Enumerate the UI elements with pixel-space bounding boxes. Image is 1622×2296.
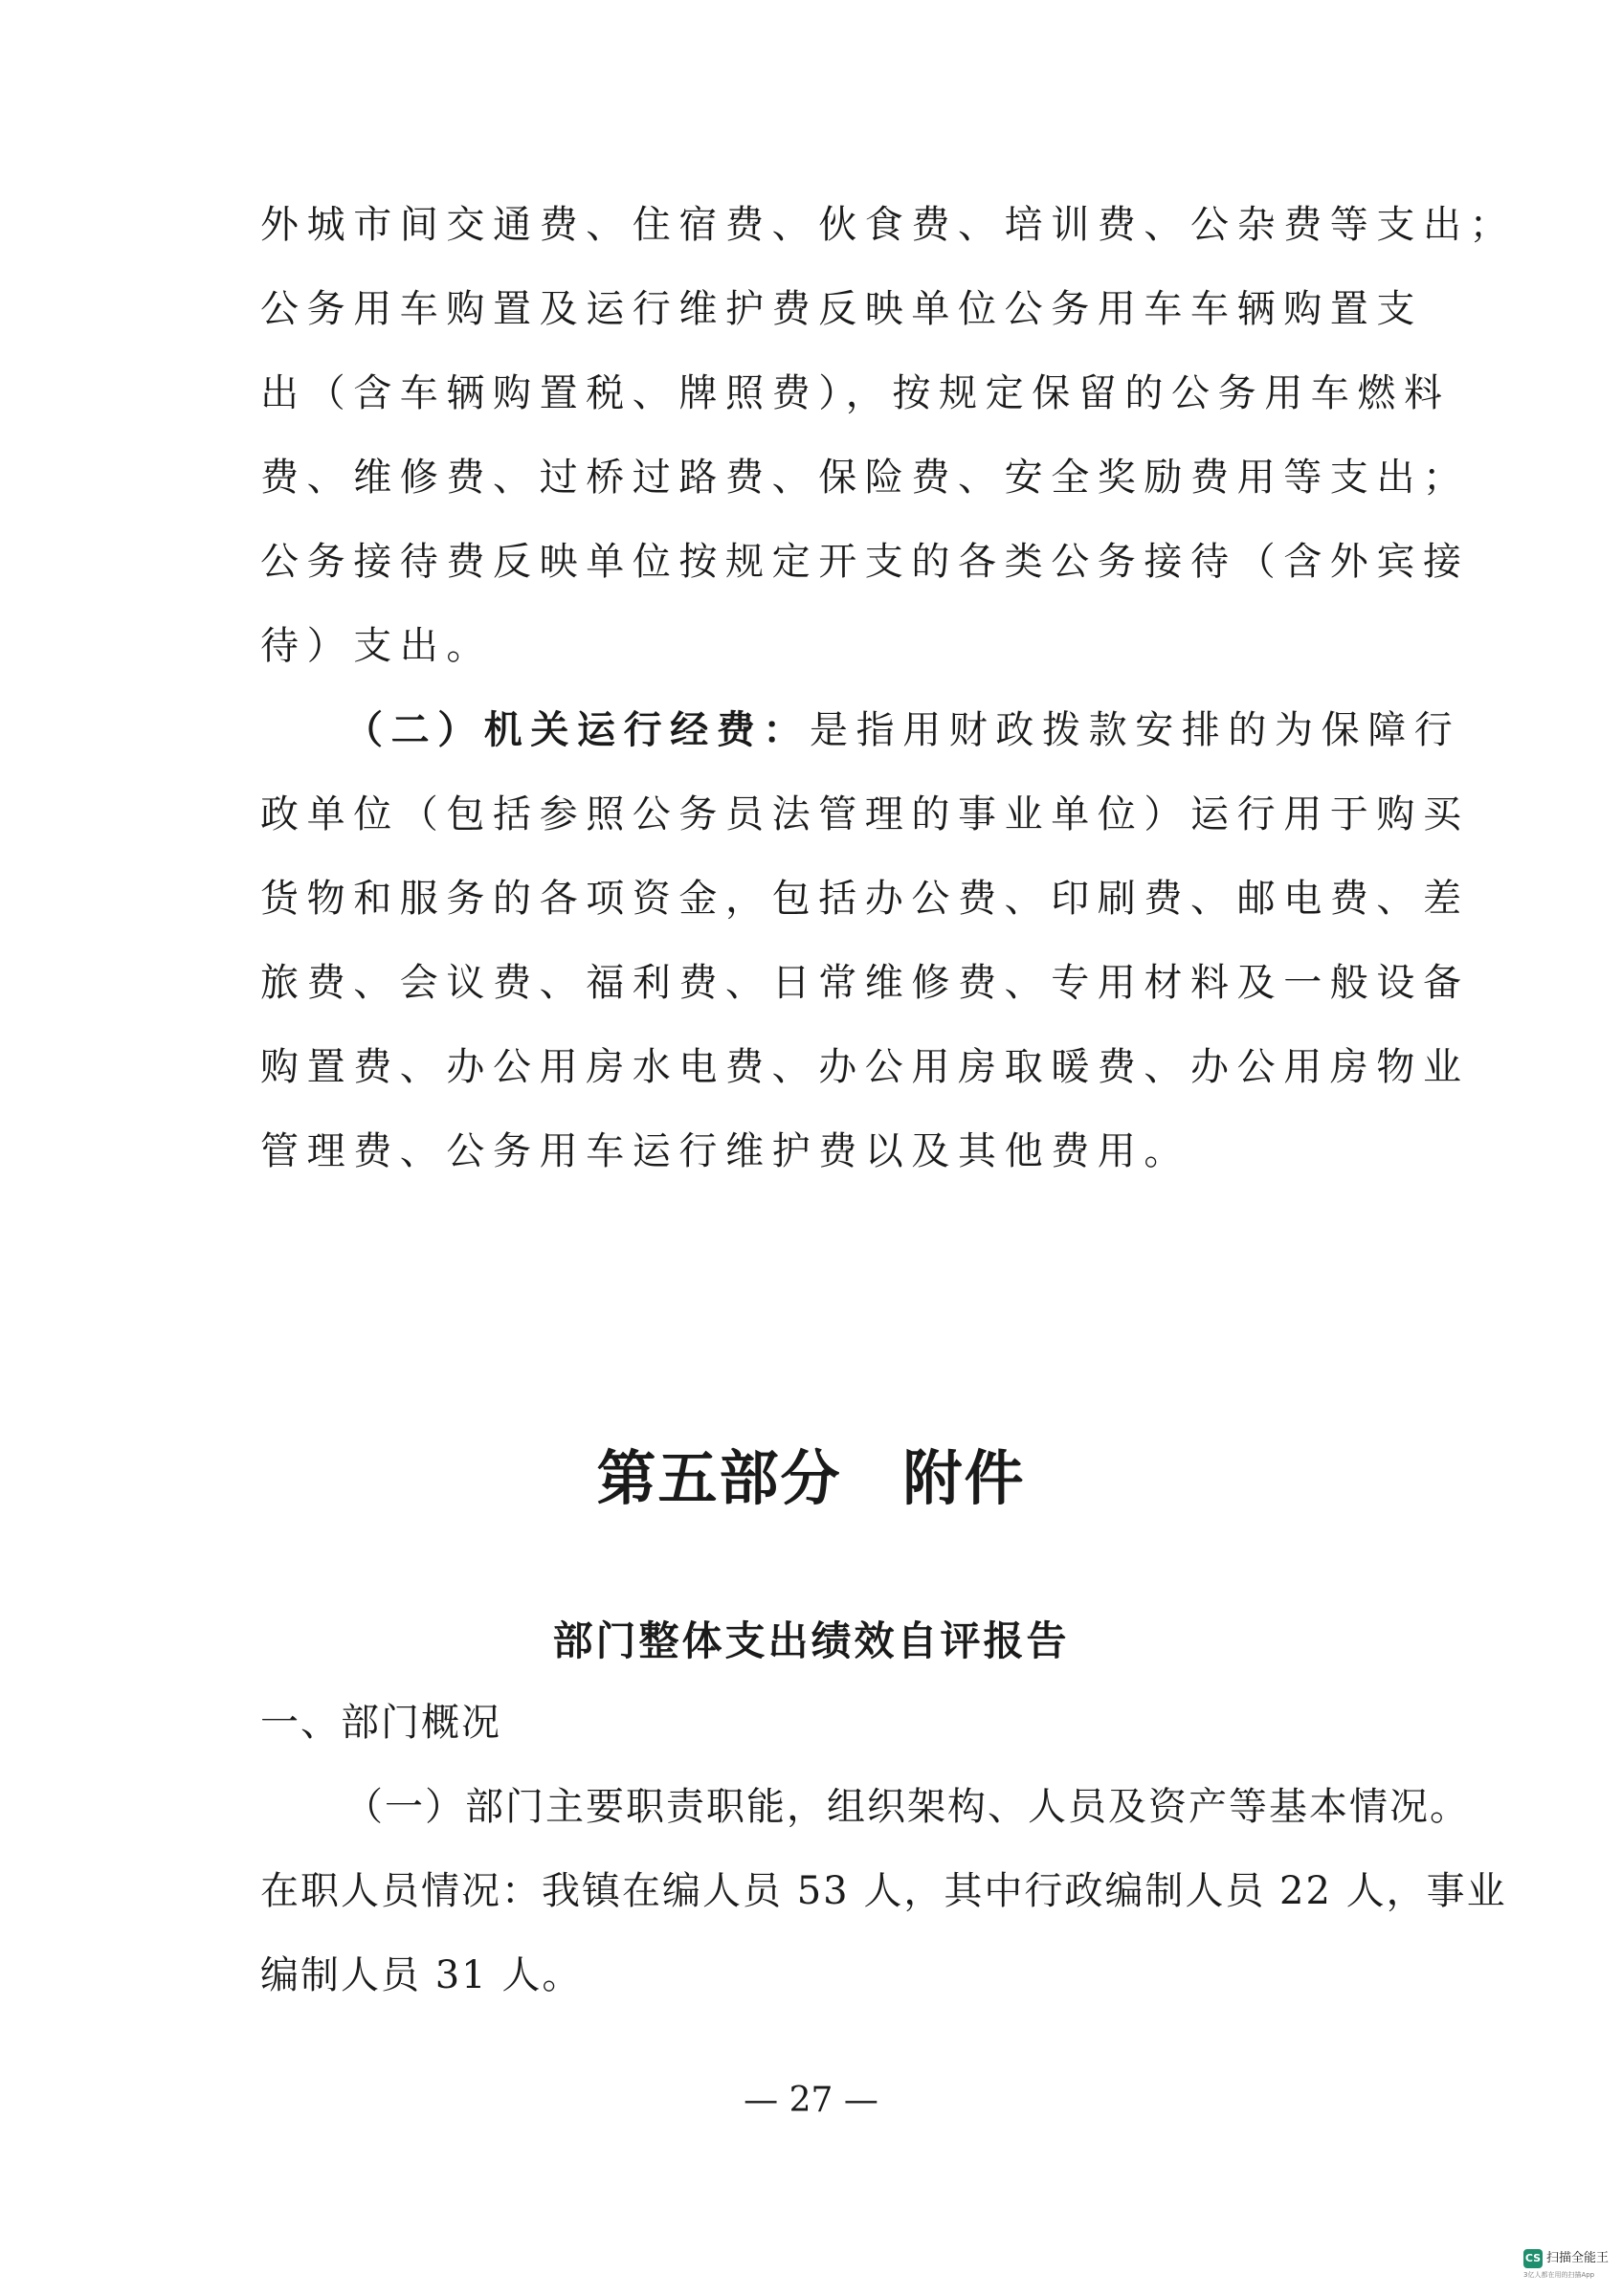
text-line: 政单位（包括参照公务员法管理的事业单位）运行用于购买 — [260, 792, 1470, 836]
sub-section-heading: （一）部门主要职责职能，组织架构、人员及资产等基本情况。 — [344, 1785, 1470, 1829]
text-line: 待）支出。 — [260, 624, 493, 668]
text-line: 在职人员情况：我镇在编人员 53 人，其中行政编制人员 22 人，事业 — [260, 1869, 1507, 1913]
text-line: 管理费、公务用车运行维护费以及其他费用。 — [260, 1129, 1190, 1173]
text-line: 出（含车辆购置税、牌照费），按规定保留的公务用车燃料 — [260, 371, 1451, 415]
term-definition: 是指用财政拨款安排的为保障行 — [810, 708, 1461, 752]
report-title: 部门整体支出绩效自评报告 — [552, 1617, 1070, 1664]
text-line: 公务用车购置及运行维护费反映单位公务用车车辆购置支 — [260, 287, 1423, 331]
text-line: 外城市间交通费、住宿费、伙食费、培训费、公杂费等支出； — [260, 203, 1517, 247]
camscanner-logo-icon: CS — [1523, 2249, 1543, 2268]
scanner-watermark — [1523, 2247, 1619, 2285]
part-title: 第五部分 附件 — [596, 1443, 1026, 1513]
text-line: 费、维修费、过桥过路费、保险费、安全奖励费用等支出； — [260, 456, 1470, 500]
section-heading: 一、部门概况 — [260, 1701, 501, 1745]
text-line: 编制人员 31 人。 — [260, 1953, 583, 1997]
text-line: 公务接待费反映单位按规定开支的各类公务接待（含外宾接 — [260, 540, 1470, 584]
page-number: — 27 — — [744, 2081, 878, 2120]
text-line: 货物和服务的各项资金，包括办公费、印刷费、邮电费、差 — [260, 877, 1470, 921]
term-heading: （二）机关运行经费： — [344, 707, 810, 752]
paragraph-first-line — [344, 703, 1460, 757]
watermark-app-name: 扫描全能王 — [1546, 2251, 1610, 2265]
text-line: 购置费、办公用房水电费、办公用房取暖费、办公用房物业 — [260, 1045, 1470, 1089]
text-line: 旅费、会议费、福利费、日常维修费、专用材料及一般设备 — [260, 961, 1470, 1005]
watermark-tagline: 3亿人都在用的扫描App — [1523, 2271, 1595, 2279]
